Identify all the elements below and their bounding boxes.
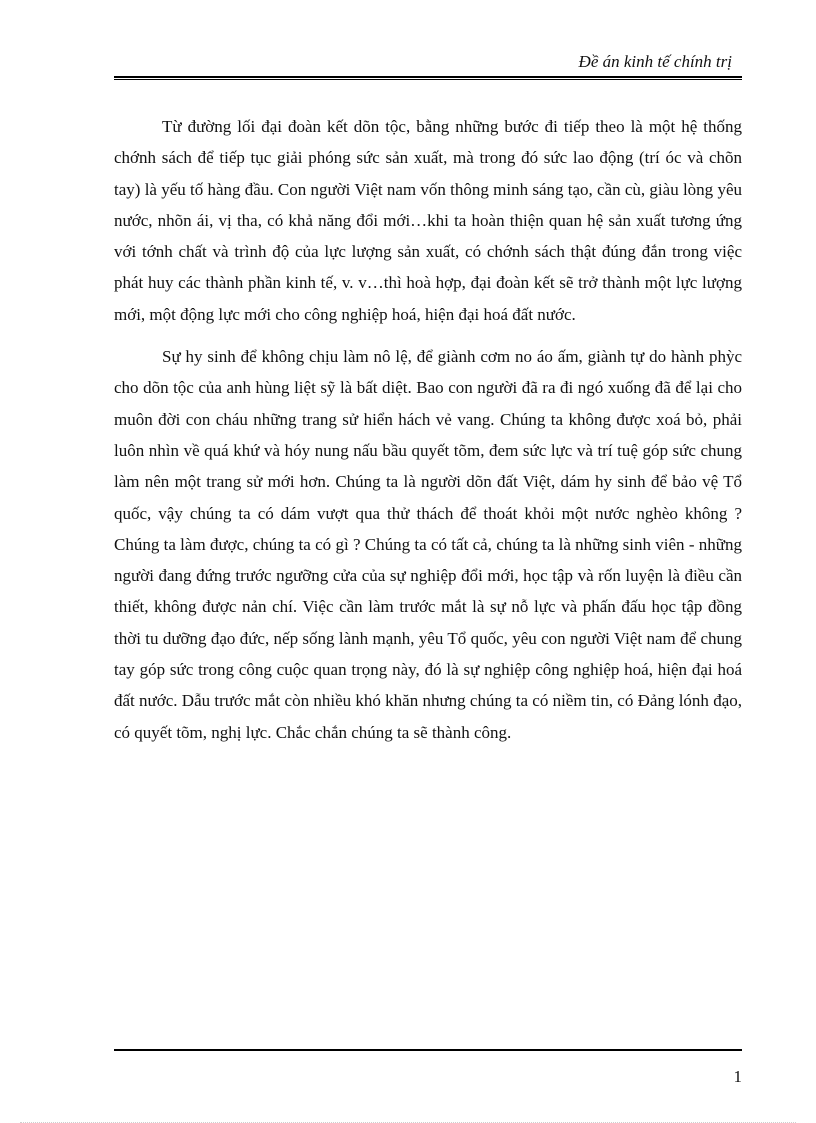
body-paragraph-2: Sự hy sinh để không chịu làm nô lệ, để giành cơm no áo ấm, giành tự do hành phỳc cho dõn tộc của anh hùng liệt sỹ là bất diệt. Bao con người đã ra đi ngó xuống đã để lại cho muôn đời con cháu những trang sử hiển hách vẻ vang. Chúng ta không được xoá bỏ, phải luôn nhìn về quá khứ và hóy nung nấu bầu quyết tõm, đem sức lực và trí tuệ góp sức chung làm nên một trang sử mới hơn. Chúng ta là người dõn đất Việt, dám hy sinh để bảo vệ Tổ quốc, vậy chúng ta có dám vượt qua thử thách để thoát khỏi một nước nghèo không ? Chúng ta làm được, chúng ta có gì ? Chúng ta có tất cả, chúng ta là những sinh viên - những người đang đứng trước ngưỡng cửa của sự nghiệp đổi mới, học tập và rốn luyện là điều cần thiết, không được nản chí. Việc cần làm trước mắt là sự nỗ lực và phấn đấu học tập đồng thời tu dưỡng đạo đức, nếp sống lành mạnh, yêu Tổ quốc, yêu con người Việt nam để chung tay góp sức trong công cuộc quan trọng này, đó là sự nghiệp công nghiệp hoá, hiện đại hoá đất nước. Dẫu trước mắt còn nhiều khó khăn nhưng chúng ta có niềm tin, có Đảng lónh đạo, có quyết tõm, nghị lực. Chắc chắn chúng ta sẽ thành công. [114,347,742,742]
footer-rule [114,1049,742,1051]
body-paragraph-1: Từ đường lối đại đoàn kết dõn tộc, bằng những bước đi tiếp theo là một hệ thống chớnh sách để tiếp tục giải phóng sức sản xuất, mà trong đó sức lao động (trí óc và chõn tay) là yếu tố hàng đầu. Con người Việt nam vốn thông minh sáng tạo, cần cù, giàu lòng yêu nước, nhõn ái, vị tha, có khả năng đổi mới…khi ta hoàn thiện quan hệ sản xuất tương ứng với tớnh chất và trình độ của lực lượng sản xuất, có chớnh sách thật đúng đắn trong việc phát huy các thành phần kinh tế, v. v…thì hoà hợp, đại đoàn kết sẽ trở thành một lực lượng mới, một động lực mới cho công nghiệp hoá, hiện đại hoá đất nước. [114,117,742,324]
page-number: 1 [733,1067,742,1086]
header-title: Đề án kinh tế chính trị [578,52,732,71]
header-rule [114,76,742,78]
document-body [114,111,742,748]
